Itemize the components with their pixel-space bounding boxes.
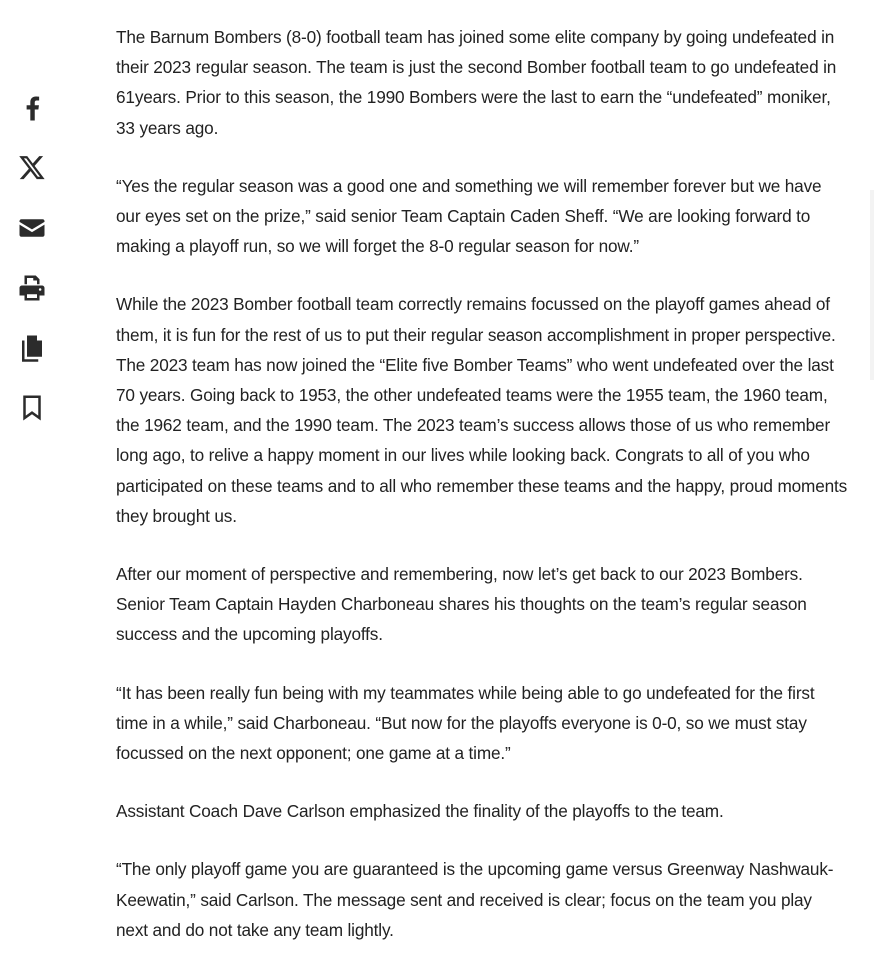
scrollbar-track[interactable] xyxy=(870,190,874,380)
print-button[interactable] xyxy=(14,270,50,306)
article-paragraph: While the 2023 Bomber football team correctly remains focussed on the playoff games ahead of them, it is fun for the rest of us to put their regular season accomplishment in proper perspective. The 2023 team has now joined the “Elite five Bomber Teams” who went undefeated over the last 70 years. Going back to 1953, the other undefeated teams were the 1955 team, the 1960 team, the 1962 team, and the 1990 team. The 2023 team’s success allows those of us who remember long ago, to relive a happy moment in our lives while looking back. Congrats to all of you who participated on these teams and to all who remember these teams and the happy, proud moments they brought us. xyxy=(116,294,848,526)
print-icon xyxy=(17,273,47,303)
article-paragraph: “The only playoff game you are guaranteed is the upcoming game versus Greenway Nashwauk-Keewatin,” said Carlson. The message sent and received is clear; focus on the team you play next and do not take any team lightly. xyxy=(116,859,834,940)
copy-button[interactable] xyxy=(14,330,50,366)
share-rail xyxy=(14,90,50,450)
article-body xyxy=(116,22,848,973)
article-paragraph: “It has been really fun being with my teammates while being able to go undefeated for the first time in a while,” said Charboneau. “But now for the playoffs everyone is 0-0, so we must stay focussed on the next opponent; one game at a time.” xyxy=(116,682,815,764)
facebook-share-button[interactable] xyxy=(14,90,50,126)
email-icon xyxy=(17,213,47,243)
copy-link-icon xyxy=(17,333,47,363)
article-paragraph: “Yes the regular season was a good one and something we will remember forever but we have our eyes set on the prize,” said senior Team Captain Caden Sheff. “We are looking forward to making a playoff run, so we will forget the 8-0 regular season for now.” xyxy=(116,175,822,257)
email-share-button[interactable] xyxy=(14,210,50,246)
facebook-icon xyxy=(17,93,47,123)
article-paragraph: Assistant Coach Dave Carlson emphasized the finality of the playoffs to the team. xyxy=(116,801,724,822)
x-share-button[interactable] xyxy=(14,150,50,186)
bookmark-button[interactable] xyxy=(14,390,50,426)
article-paragraph: The Barnum Bombers (8-0) football team has joined some elite company by going undefeated in their 2023 regular season. The team is just the second Bomber football team to go undefeated in 61years. Prior to this season, the 1990 Bombers were the last to earn the “undefeated” moniker, 33 years ago. xyxy=(116,27,837,138)
article-paragraph: After our moment of perspective and remembering, now let’s get back to our 2023 Bombers. Senior Team Captain Hayden Charboneau shares his thoughts on the team’s regular season success and the upcoming playoffs. xyxy=(116,564,807,645)
bookmark-icon xyxy=(17,393,47,423)
x-twitter-icon xyxy=(17,153,47,183)
